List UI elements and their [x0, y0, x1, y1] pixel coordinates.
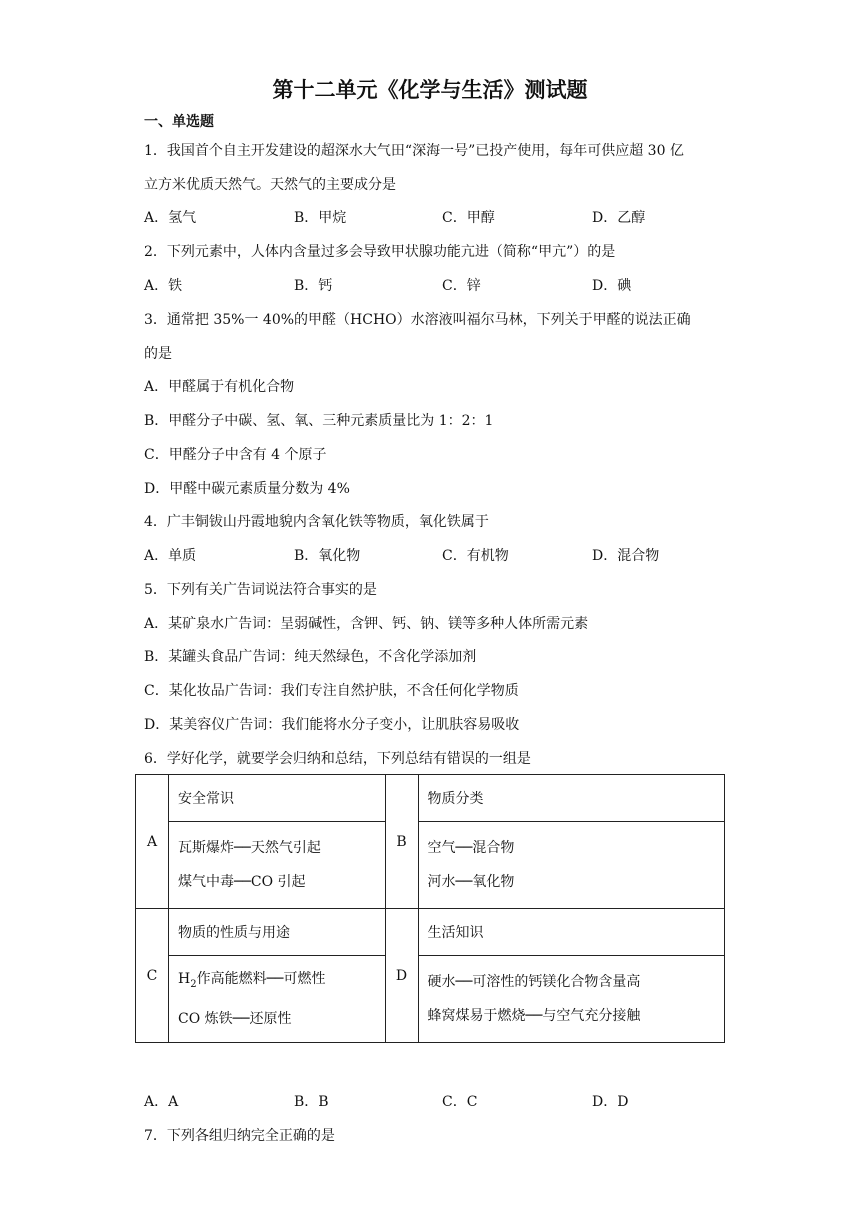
option-c[interactable]: C．甲醇 — [442, 210, 495, 226]
table-c-line-2: CO 炼铁──还原性 — [178, 1010, 292, 1027]
option-d[interactable]: D．乙醇 — [592, 210, 646, 226]
option-d[interactable]: D．某美容仪广告词：我们能将水分子变小，让肌肤容易吸收 — [144, 717, 520, 733]
table-body-b — [418, 822, 724, 909]
question-7-line-1: 7．下列各组归纳完全正确的是 — [144, 1128, 335, 1144]
option-b[interactable]: B．B — [294, 1094, 329, 1110]
table-label-c: C — [136, 909, 169, 1043]
table-d-line-1: 硬水──可溶性的钙镁化合物含量高 — [427, 974, 641, 990]
question-3-line-1: 3．通常把 35%一 40%的甲醛（HCHO）水溶液叫福尔马林，下列关于甲醛的说法正确 — [144, 312, 691, 328]
option-a[interactable]: A．氢气 — [144, 210, 197, 226]
option-a[interactable]: A．某矿泉水广告词：呈弱碱性，含钾、钙、钠、镁等多种人体所需元素 — [144, 616, 589, 632]
question-5-line-1: 5．下列有关广告词说法符合事实的是 — [144, 582, 377, 598]
summary-table — [135, 774, 725, 1043]
question-3-line-2: 的是 — [144, 346, 172, 362]
table-header-a: 安全常识 — [169, 775, 386, 822]
option-d[interactable]: D．混合物 — [592, 548, 660, 564]
page-title: 第十二单元《化学与生活》测试题 — [272, 78, 588, 102]
table-body-a — [169, 822, 386, 909]
question-1-line-2: 立方米优质天然气。天然气的主要成分是 — [144, 177, 396, 193]
option-b[interactable]: B．钙 — [294, 278, 333, 294]
option-b[interactable]: B．氧化物 — [294, 548, 361, 564]
question-2-line-1: 2．下列元素中，人体内含量过多会导致甲状腺功能亢进（简称“甲亢”）的是 — [144, 244, 616, 260]
table-b-line-1: 空气──混合物 — [427, 840, 515, 856]
option-c[interactable]: C．甲醛分子中含有 4 个原子 — [144, 447, 327, 463]
table-label-d: D — [385, 909, 418, 1043]
option-b[interactable]: B．某罐头食品广告词：纯天然绿色，不含化学添加剂 — [144, 649, 477, 665]
table-label-b: B — [385, 775, 418, 909]
table-b-line-2: 河水──氧化物 — [427, 874, 515, 890]
table-header-d: 生活知识 — [418, 909, 724, 956]
table-header-b: 物质分类 — [418, 775, 724, 822]
option-a[interactable]: A．A — [144, 1094, 179, 1110]
option-d[interactable]: D．甲醛中碳元素质量分数为 4% — [144, 481, 350, 497]
option-c[interactable]: C．C — [442, 1094, 478, 1110]
question-6-line-1: 6．学好化学，就要学会归纳和总结，下列总结有错误的一组是 — [144, 751, 531, 767]
option-b[interactable]: B．甲醛分子中碳、氢、氧、三种元素质量比为 1：2：1 — [144, 413, 494, 429]
section-heading: 一、单选题 — [144, 114, 214, 130]
option-c[interactable]: C．某化妆品广告词：我们专注自然护肤，不含任何化学物质 — [144, 683, 519, 699]
option-a[interactable]: A．单质 — [144, 548, 197, 564]
table-d-line-2: 蜂窝煤易于燃烧──与空气充分接触 — [427, 1008, 641, 1024]
option-a[interactable]: A．甲醛属于有机化合物 — [144, 379, 295, 395]
option-a[interactable]: A．铁 — [144, 278, 183, 294]
option-c[interactable]: C．锌 — [442, 278, 481, 294]
option-d[interactable]: D．碘 — [592, 278, 632, 294]
table-c-line-1: $H_2$作高能燃料──可燃性 — [178, 971, 326, 990]
table-body-d — [418, 956, 724, 1043]
question-4-line-1: 4．广丰铜钹山丹霞地貌内含氧化铁等物质，氧化铁属于 — [144, 514, 489, 530]
table-a-line-1: 瓦斯爆炸──天然气引起 — [178, 840, 321, 856]
table-label-a: A — [136, 775, 169, 909]
option-d[interactable]: D．D — [592, 1094, 629, 1110]
table-body-c — [169, 956, 386, 1043]
question-1-line-1: 1．我国首个自主开发建设的超深水大气田“深海一号”已投产使用，每年可供应超 30 亿 — [144, 143, 684, 159]
option-b[interactable]: B．甲烷 — [294, 210, 347, 226]
option-c[interactable]: C．有机物 — [442, 548, 509, 564]
table-a-line-2: 煤气中毒──CO 引起 — [178, 874, 306, 890]
table-header-c: 物质的性质与用途 — [169, 909, 386, 956]
